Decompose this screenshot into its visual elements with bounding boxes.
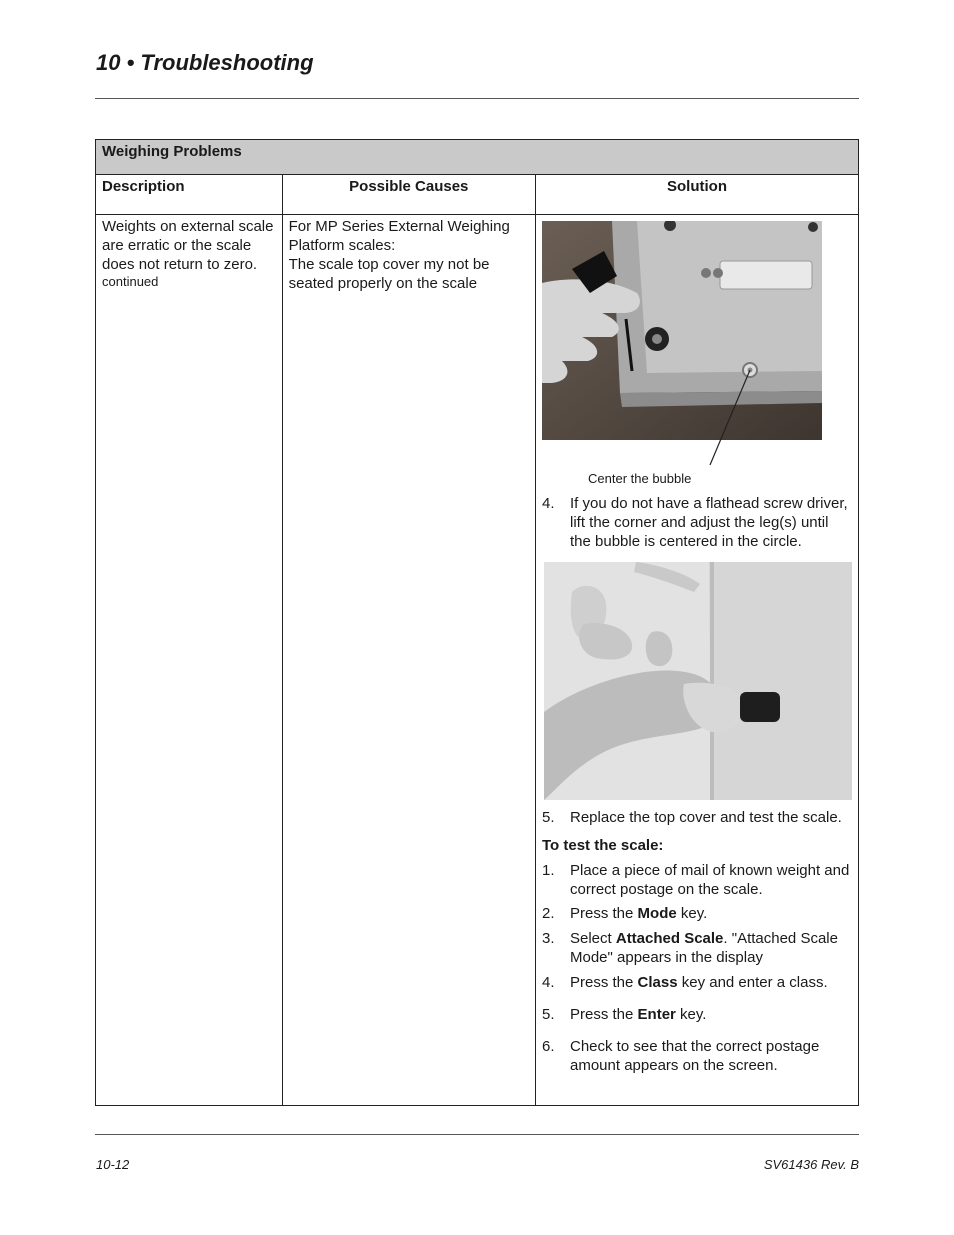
list-item: 5. Replace the top cover and test the scale. bbox=[542, 809, 842, 826]
column-header-solution: Solution bbox=[536, 175, 859, 215]
list-item: 5. Press the Enter key. bbox=[542, 1006, 707, 1023]
column-header-causes: Possible Causes bbox=[282, 175, 535, 215]
list-item: 4. Press the Class key and enter a class. bbox=[542, 974, 828, 991]
callout-label: Center the bubble bbox=[588, 471, 692, 486]
replace-cover-step bbox=[542, 808, 852, 827]
weighing-problems-table bbox=[95, 139, 859, 1106]
solution-cell bbox=[536, 215, 859, 1106]
causes-line-2: The scale top cover my not be seated properly on the scale bbox=[288, 256, 490, 292]
list-item: 2. Press the Mode key. bbox=[542, 905, 708, 922]
list-item: 1. Place a piece of mail of known weight and correct postage on the scale. bbox=[542, 862, 850, 898]
causes-line-1: For MP Series External Weighing Platform scales: bbox=[288, 218, 510, 254]
column-header-description: Description bbox=[96, 175, 283, 215]
document-id: SV61436 Rev. B bbox=[763, 1157, 859, 1172]
adjust-leg-photo bbox=[544, 562, 852, 800]
list-item: 4. If you do not have a flathead screw driver, lift the corner and adjust the leg(s) until the bubble is centered in the circle. bbox=[542, 495, 848, 550]
test-scale-steps bbox=[542, 861, 852, 1075]
table-title: Weighing Problems bbox=[96, 140, 859, 175]
description-text: Weights on external scale are erratic or the scale does not return to zero. bbox=[102, 218, 274, 273]
test-scale-heading: To test the scale: bbox=[542, 837, 664, 854]
leveling-photo-figure bbox=[542, 219, 852, 484]
page-number: 10-12 bbox=[96, 1157, 130, 1172]
continued-note: continued bbox=[102, 274, 159, 289]
causes-cell bbox=[282, 215, 535, 1106]
header-rule bbox=[95, 98, 859, 99]
description-cell bbox=[96, 215, 283, 1106]
list-item: 3. Select Attached Scale. "Attached Scale Mode" appears in the display bbox=[542, 930, 838, 966]
list-item: 6. Check to see that the correct postage amount appears on the screen. bbox=[542, 1038, 820, 1074]
table-row bbox=[96, 215, 859, 1106]
callout-leader-line bbox=[542, 219, 852, 484]
chapter-title: 10 • Troubleshooting bbox=[96, 50, 314, 75]
footer-rule bbox=[95, 1134, 859, 1135]
leveling-steps bbox=[542, 494, 852, 551]
